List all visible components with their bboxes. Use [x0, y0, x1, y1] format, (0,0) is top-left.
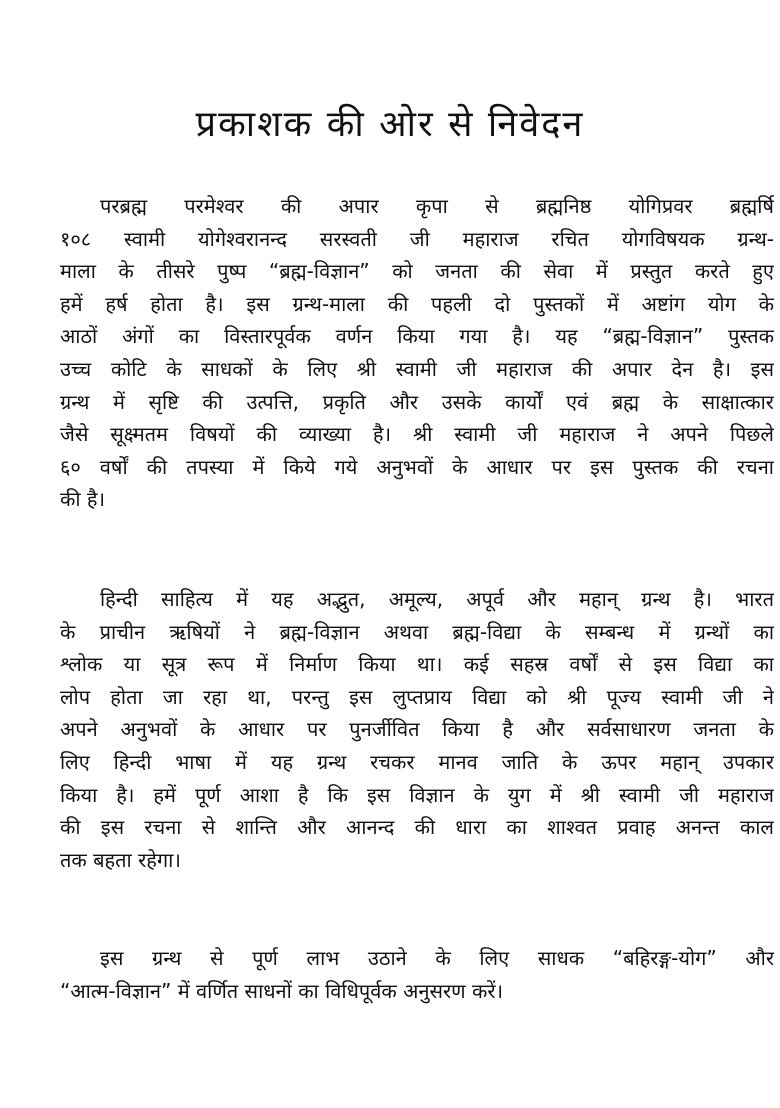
text-line: हमें हर्ष होता है। इस ग्रन्थ-माला की पहली दो पुस्तकों में अष्टांग योग के — [60, 291, 774, 316]
text-line: तक बहता रहेगा। — [60, 847, 181, 872]
text-line: “आत्म-विज्ञान” में वर्णित साधनों का विधिपूर्वक अनुसरण करें। — [60, 978, 504, 1003]
text-line: हिन्दी साहित्य में यह अद्भुत, अमूल्य, अपूर्व और महान् ग्रन्थ है। भारत — [100, 587, 774, 611]
paragraph-1 — [60, 190, 774, 516]
text-line: ग्रन्थ में सृष्टि की उत्पत्ति, प्रकृति और उसके कार्यों एवं ब्रह्म के साक्षात्कार — [60, 389, 774, 414]
text-line: उच्च कोटि के साधकों के लिए श्री स्वामी जी महाराज की अपार देन है। इस — [60, 356, 774, 381]
text-line: के प्राचीन ऋषियों ने ब्रह्म-विज्ञान अथवा ब्रह्म-विद्या के सम्बन्ध में ग्रन्थों का — [60, 619, 774, 644]
text-line: अपने अनुभवों के आधार पर पुनर्जीवित किया है और सर्वसाधारण जनता के — [60, 717, 774, 742]
text-line: लिए हिन्दी भाषा में यह ग्रन्थ रचकर मानव जाति के ऊपर महान् उपकार — [60, 749, 774, 774]
paragraph-2 — [60, 583, 774, 876]
text-line: की है। — [60, 487, 106, 512]
paragraph-3 — [60, 942, 774, 1007]
text-line: आठों अंगों का विस्तारपूर्वक वर्णन किया गया है। यह “ब्रह्म-विज्ञान” पुस्तक — [60, 324, 774, 349]
text-line: श्लोक या सूत्र रूप में निर्माण किया था। कई सहस्र वर्षों से इस विद्या का — [60, 652, 774, 677]
text-line: माला के तीसरे पुष्प “ब्रह्म-विज्ञान” को जनता की सेवा में प्रस्तुत करते हुए — [60, 259, 774, 284]
text-line: किया है। हमें पूर्ण आशा है कि इस विज्ञान के युग में श्री स्वामी जी महाराज — [60, 782, 774, 807]
text-line: की इस रचना से शान्ति और आनन्द की धारा का शाश्वत प्रवाह अनन्त काल — [60, 815, 774, 840]
text-line: ६० वर्षों की तपस्या में किये गये अनुभवों के आधार पर इस पुस्तक की रचना — [60, 454, 774, 479]
text-line: १०८ स्वामी योगेश्वरानन्द सरस्वती जी महाराज रचित योगविषयक ग्रन्थ- — [60, 226, 774, 251]
text-line: इस ग्रन्थ से पूर्ण लाभ उठाने के लिए साधक “बहिरङ्ग-योग” और — [100, 946, 774, 970]
text-line: परब्रह्म परमेश्वर की अपार कृपा से ब्रह्मनिष्ठ योगिप्रवर ब्रह्मर्षि — [100, 194, 774, 218]
text-line: जैसे सूक्ष्मतम विषयों की व्याख्या है। श्री स्वामी जी महाराज ने अपने पिछले — [60, 422, 774, 447]
text-line: लोप होता जा रहा था, परन्तु इस लुप्तप्राय विद्या को श्री पूज्य स्वामी जी ने — [60, 684, 774, 709]
page-title: प्रकाशक की ओर से निवेदन — [195, 104, 585, 145]
